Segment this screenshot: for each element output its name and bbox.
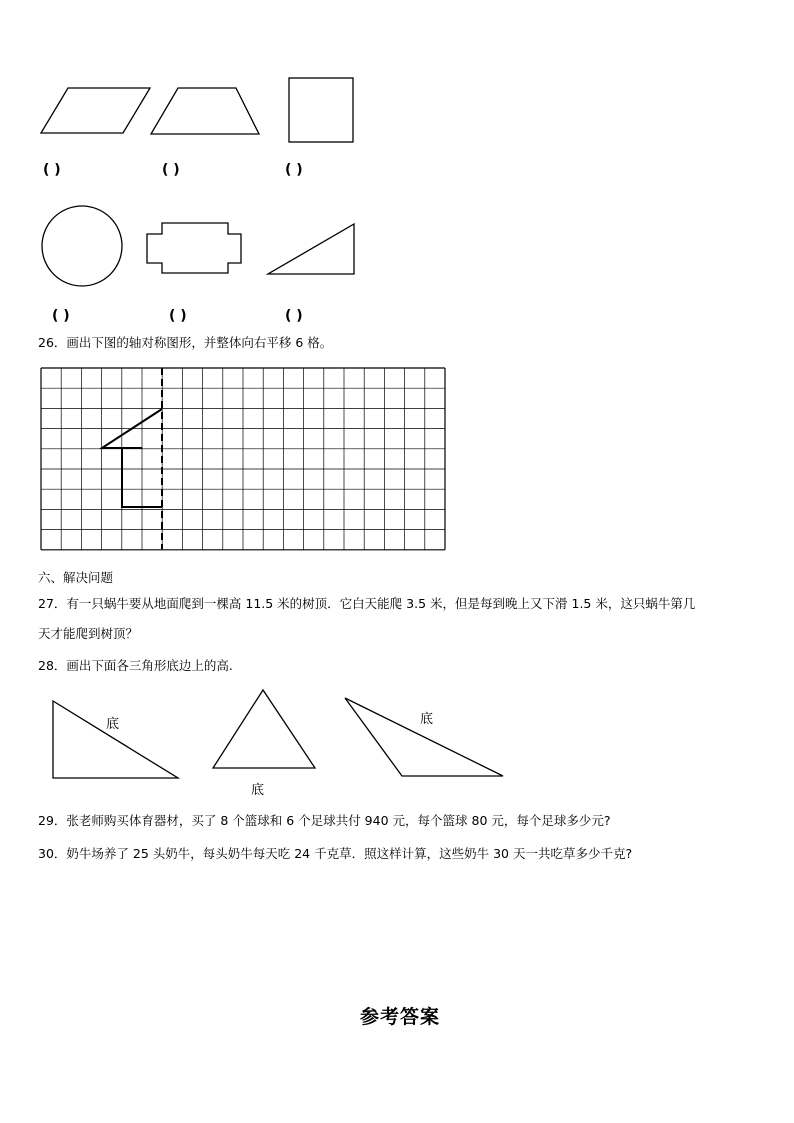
acute-triangle (213, 690, 315, 768)
answer-blank: ( ) (169, 308, 187, 324)
section-heading: 六、解决问题 (38, 570, 114, 585)
answer-blank: ( ) (52, 308, 70, 324)
answer-blank: ( ) (43, 162, 61, 178)
question-27-line1: 27．有一只蜗牛要从地面爬到一棵高 11.5 米的树顶．它白天能爬 3.5 米，但是每到晚上又下滑 1.5 米，这只蜗牛第几 (38, 596, 696, 611)
question-29: 29．张老师购买体育器材，买了 8 个篮球和 6 个足球共付 940 元，每个篮球 80 元，每个足球多少元? (38, 813, 611, 828)
answer-blank: ( ) (285, 162, 303, 178)
base-label: 底 (251, 783, 265, 798)
base-label: 底 (106, 717, 120, 732)
answer-title: 参考答案 (360, 1006, 441, 1028)
question-30: 30．奶牛场养了 25 头奶牛，每头奶牛每天吃 24 千克草．照这样计算，这些奶牛 30 天一共吃草多少千克? (38, 846, 633, 861)
base-label: 底 (420, 712, 434, 727)
question-27-line2: 天才能爬到树顶？ (38, 626, 139, 641)
question-28: 28．画出下面各三角形底边上的高. (38, 658, 233, 673)
answer-blank: ( ) (162, 162, 180, 178)
answer-blank: ( ) (285, 308, 303, 324)
question-26: 26．画出下图的轴对称图形，并整体向右平移 6 格。 (38, 335, 333, 350)
